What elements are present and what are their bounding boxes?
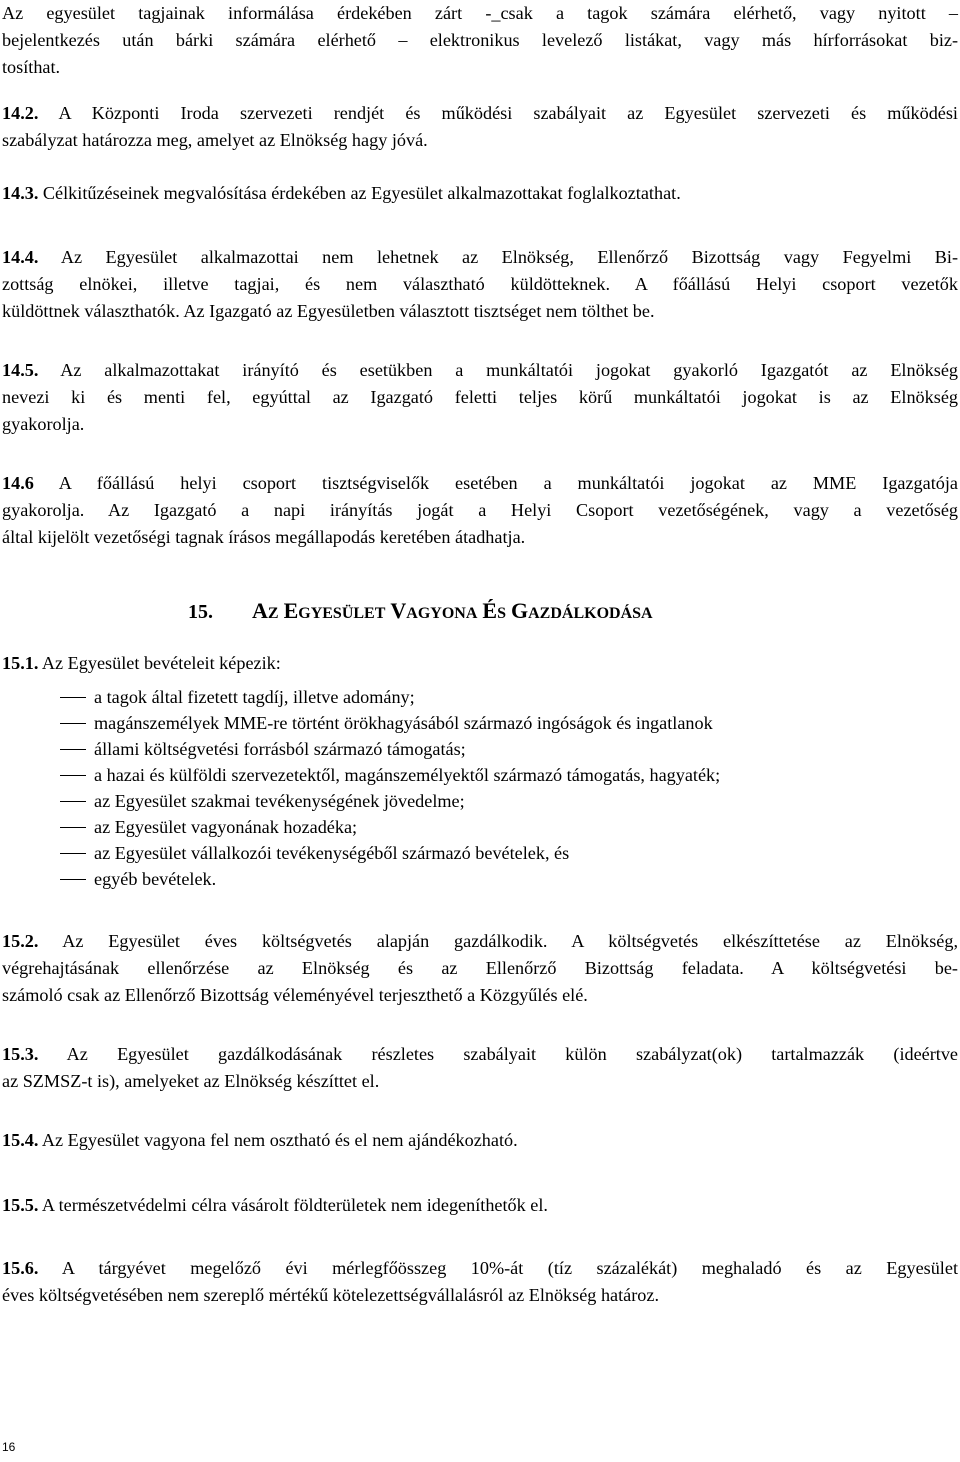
text-line: A Központi Iroda szervezeti rendjét és működési szabályait az Egyesület szervezeti és működési [58,103,958,123]
list-item-text: állami költségvetési forrásból származó támogatás; [94,739,466,759]
list-item [58,788,958,814]
dash-bullet [60,801,86,802]
text-line: végrehajtásának ellenőrzése az Elnökség és az Ellenőrző Bizottság feladata. A költségvetési be- [2,958,958,978]
list-item [58,762,958,788]
intro-line: Az egyesület tagjainak informálása érdekében zárt -_csak a tagok számára elérhető, vagy nyitott – [2,3,958,23]
section-15-2 [2,928,958,1009]
section-15-6 [2,1255,958,1309]
dash-bullet [60,879,86,880]
text-line: Az Egyesület gazdálkodásának részletes szabályait külön szabályzat(ok) tartalmazzák (ideértve [66,1044,959,1064]
section-number: 15.1. [2,653,39,673]
text-line: Az Egyesület éves költségvetés alapján gazdálkodik. A költségvetés elkészíttetése az Elnökség, [62,931,959,951]
list-item-text: az Egyesület vagyonának hozadéka; [94,817,358,837]
page-number: 16 [2,1440,16,1454]
intro-line: bejelentkezés után bárki számára elérhető – elektronikus levelező listákat, vagy más hírforrásokat biz- [2,30,958,50]
text-line: nevezi ki és menti fel, egyúttal az Igazgató feletti teljes körű munkáltatói jogokat is az Elnökség [2,387,958,407]
list-item [58,814,958,840]
chapter-number: 15. [188,601,213,623]
list-item-text: egyéb bevételek. [94,869,217,889]
dash-bullet [60,775,86,776]
text-line: Célkitűzéseinek megvalósítása érdekében az Egyesület alkalmazottakat foglalkoztathat. [42,183,681,203]
list-item-text: az Egyesület szakmai tevékenységének jövedelme; [94,791,465,811]
text-line: szabályzat határozza meg, amelyet az Elnökség hagy jóvá. [2,130,428,150]
text-line: számoló csak az Ellenőrző Bizottság véleményével terjeszthető a Közgyűlés elé. [2,985,588,1005]
list-item [58,866,958,892]
dash-bullet [60,723,86,724]
section-number: 14.5. [2,360,39,380]
list-item [58,840,958,866]
list-item-text: a tagok által fizetett tagdíj, illetve adomány; [94,687,415,707]
dash-bullet [60,853,86,854]
section-14-3 [2,180,958,207]
text-line: Az alkalmazottakat irányító és esetükben a munkáltatói jogokat gyakorló Igazgatót az Elnökség [60,360,959,380]
list-item [58,710,958,736]
list-item-text: a hazai és külföldi szervezetektől, magánszemélyektől származó támogatás, hagyaték; [94,765,721,785]
text-line: Az Egyesület vagyona fel nem osztható és el nem ajándékozható. [41,1130,518,1150]
text-line: Az Egyesület bevételeit képezik: [41,653,281,673]
list-item [58,736,958,762]
heading-letters: S [497,605,506,622]
section-15-1 [2,650,958,677]
text-line: A természetvédelmi célra vásárolt földterületek nem idegeníthetők el. [41,1195,548,1215]
heading-letters: AZDÁLKODÁSA [528,605,653,622]
heading-letters: AGYONA [406,605,478,622]
text-line: A főállású helyi csoport tisztségviselők esetében a munkáltatói jogokat az MME Igazgatója [58,473,958,493]
heading-letter: V [390,598,407,623]
section-14-4 [2,244,958,325]
text-line: az SZMSZ-t is), amelyeket az Elnökség készíttet el. [2,1071,380,1091]
dash-bullet [60,697,86,698]
dash-bullet [60,827,86,828]
text-line: éves költségvetésében nem szereplő mértékű kötelezettségvállalásról az Elnökség határoz. [2,1285,660,1305]
section-number: 14.2. [2,103,39,123]
text-line: küldöttnek választhatók. Az Igazgató az Egyesületben választott tisztséget nem tölthet be. [2,301,655,321]
chapter-heading [188,596,653,629]
section-number: 15.3. [2,1044,39,1064]
section-14-5 [2,357,958,438]
intro-paragraph [2,0,958,81]
text-line: Az Egyesület alkalmazottai nem lehetnek az Elnökség, Ellenőrző Bizottság vagy Fegyelmi Bi- [60,247,958,267]
heading-letters: GYESÜLET [298,605,386,622]
heading-letters: Z [267,605,279,622]
list-item [58,684,958,710]
text-line: A tárgyévet megelőző évi mérlegfőösszeg 10%-át (tíz százalékát) meghaladó és az Egyesület [61,1258,958,1278]
section-number: 15.5. [2,1195,39,1215]
text-line: gyakorolja. [2,414,85,434]
dash-bullet [60,749,86,750]
section-15-4 [2,1127,958,1154]
heading-letter: É [482,598,498,623]
section-number: 15.6. [2,1258,39,1278]
list-item-text: az Egyesület vállalkozói tevékenységéből származó bevételek, és [94,843,570,863]
heading-letter: E [283,598,299,623]
section-number: 14.3. [2,183,39,203]
section-15-3 [2,1041,958,1095]
section-number: 14.4. [2,247,39,267]
section-number: 15.2. [2,931,39,951]
text-line: zottság elnökei, illetve tagjai, és nem választható küldötteknek. A főállású Helyi csoport vezetők [2,274,958,294]
section-15-5 [2,1192,958,1219]
heading-letter: A [252,598,268,623]
section-14-2 [2,100,958,154]
section-14-6 [2,470,958,551]
section-number: 15.4. [2,1130,39,1150]
intro-line: tosíthat. [2,57,61,77]
list-item-text: magánszemélyek MME-re történt örökhagyásából származó ingóságok és ingatlanok [94,713,713,733]
text-line: által kijelölt vezetőségi tagnak írásos megállapodás keretében átadhatja. [2,527,526,547]
section-number: 14.6 [2,473,34,493]
revenue-list [58,684,958,892]
heading-letter: G [510,598,529,623]
text-line: gyakorolja. Az Igazgató a napi irányítás jogát a Helyi Csoport vezetőségének, vagy a vezetőség [2,500,958,520]
